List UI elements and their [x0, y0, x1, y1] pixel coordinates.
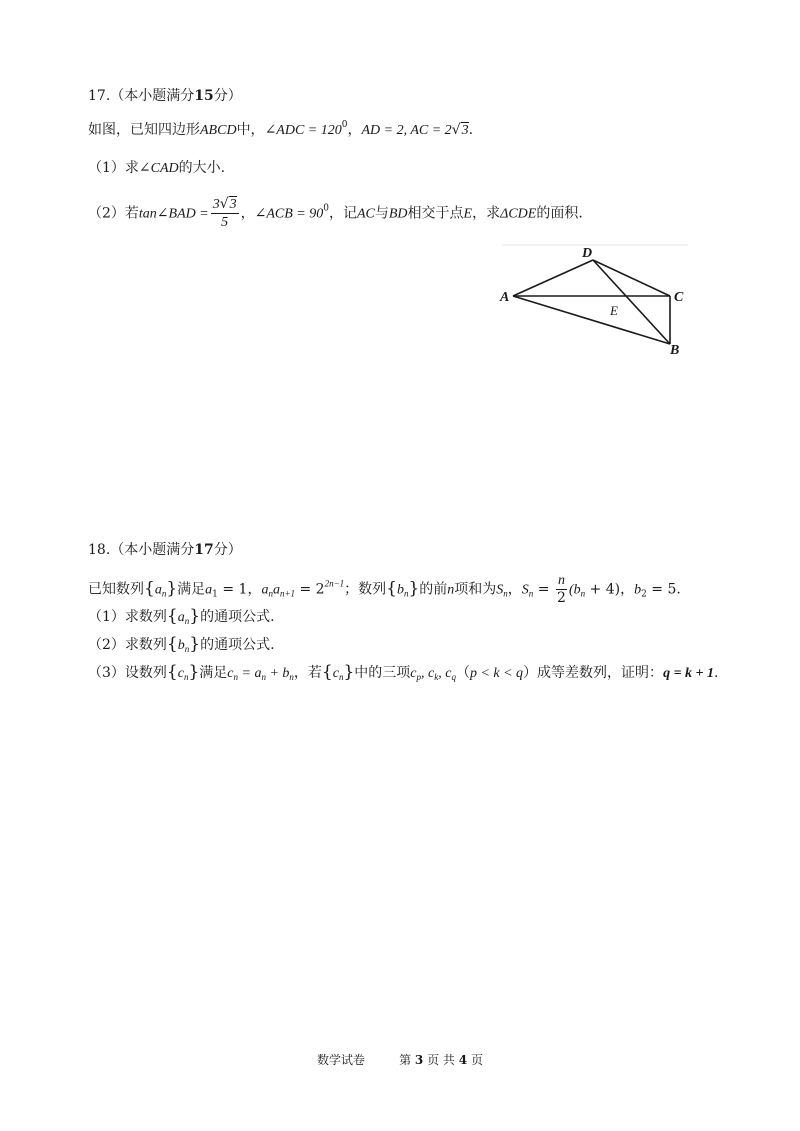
- tan-fraction: $\frac{3√3}{5}$: [212, 196, 237, 230]
- quadrilateral-figure: [498, 238, 693, 358]
- sum-fraction: $\frac{n}{2}$: [556, 573, 566, 606]
- q18-intro: 已知数列$\{a_n\}$满足$a_1 = 1$，$a_na_{n+1} = 2^{2n-1}$；数列$\{b_n\}$的前n项和为$S_n$，$S_n$ = $\frac{n}{2}$ $(b_n + 4)$，$b_2 = 5$.: [88, 573, 681, 606]
- label-a: A: [500, 290, 510, 305]
- segment-ad: [513, 260, 593, 296]
- segment-ab: [513, 296, 670, 344]
- q18-part1: （1）求数列$\{a_n\}$的通项公式.: [88, 606, 275, 626]
- q18-header: 18.（本小题满分17分）: [88, 542, 242, 558]
- footer-subject: 数学试卷: [317, 1053, 366, 1067]
- footer-page-total: 4: [458, 1053, 468, 1067]
- footer-page-number: 3: [414, 1053, 424, 1067]
- q18-part2: （2）求数列$\{b_n\}$的通项公式.: [88, 634, 275, 654]
- label-c: C: [674, 290, 684, 305]
- q17-intro: 如图，已知四边形ABCD中，∠ADC = $120^0$，AD = 2, AC = 2√3.: [88, 120, 474, 138]
- label-e: E: [610, 303, 618, 318]
- segment-dc: [593, 260, 670, 296]
- q17-header: 17.（本小题满分15分）: [88, 88, 242, 104]
- label-d: D: [582, 246, 593, 261]
- q18-part3: （3）设数列$\{c_n\}$满足$c_n = a_n + b_n$，若$\{c_n\}$中的三项$c_p$, $c_k$, $c_q(p < k < q)$成等差数列，证明：q = k + 1.: [88, 662, 719, 682]
- q17-part1: （1）求∠CAD的大小.: [88, 160, 226, 176]
- q17-part2: （2）若tan∠BAD = $\frac{3√3}{5}$ ，∠ACB = $90^0$，记AC与BD相交于点E，求ΔCDE的面积.: [88, 196, 583, 230]
- page-footer: 数学试卷 第 3 页 共 4 页: [317, 1053, 483, 1067]
- label-b: B: [670, 343, 680, 358]
